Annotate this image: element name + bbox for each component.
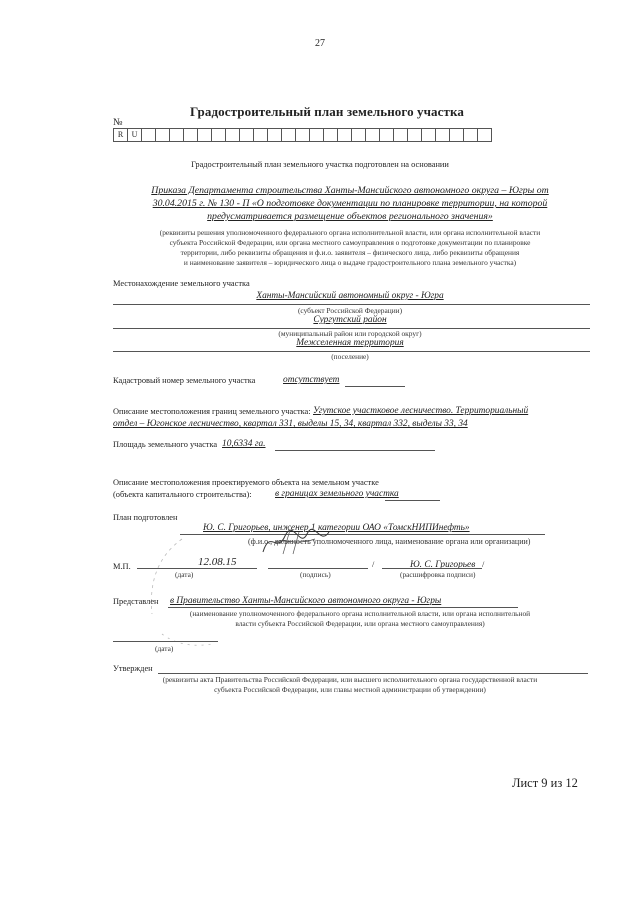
approved-caption-2: субъекта Российской Федерации, или главы местной администрации об утверждении) <box>214 685 486 694</box>
reg-cell <box>184 129 198 141</box>
area-value: 10,6334 га. <box>222 439 266 449</box>
presented-caption-2: власти субъекта Российской Федерации, или органа местного самоуправления) <box>235 619 485 628</box>
reg-cell <box>338 129 352 141</box>
location-settlement: Межселенная территория <box>296 338 404 348</box>
name-caption: (расшифровка подписи) <box>400 570 476 579</box>
basis-caption-4: и наименование заявителя – юридического лица о выдаче градостроительного плана земельного участка) <box>183 258 517 267</box>
location-label: Местонахождение земельного участка <box>113 279 250 288</box>
object-value: в границах земельного участка <box>275 489 399 499</box>
number-label: № <box>113 117 123 128</box>
stamp-trace <box>142 524 232 654</box>
reg-cell <box>380 129 394 141</box>
reg-cell <box>436 129 450 141</box>
reg-cell <box>226 129 240 141</box>
reg-cell <box>212 129 226 141</box>
registration-number-grid <box>113 128 492 142</box>
reg-cell <box>394 129 408 141</box>
area-label: Площадь земельного участка <box>113 440 218 449</box>
reg-cell: R <box>114 129 128 141</box>
reg-cell: U <box>128 129 142 141</box>
signer-name: Ю. С. Григорьев <box>410 560 476 570</box>
reg-cell <box>324 129 338 141</box>
basis-caption-2: субъекта Российской Федерации, или органа местного самоуправления о подготовке документации по планировке <box>169 238 531 247</box>
signature-scribble <box>255 524 335 560</box>
reg-cell <box>142 129 156 141</box>
location-district: Сургутский район <box>313 315 387 325</box>
presented-value: в Правительство Ханты-Мансийского автономного округа - Югры <box>170 596 442 606</box>
reg-cell <box>478 129 492 141</box>
reg-cell <box>156 129 170 141</box>
reg-cell <box>240 129 254 141</box>
object-label-1: Описание местоположения проектируемого объекта на земельном участке <box>113 478 379 487</box>
reg-cell <box>464 129 478 141</box>
reg-cell <box>268 129 282 141</box>
slash-left: / <box>372 560 375 569</box>
subject-caption: (субъект Российской Федерации) <box>297 306 403 315</box>
page-number: 27 <box>315 38 325 49</box>
basis-intro: Градостроительный план земельного участка подготовлен на основании <box>191 160 449 169</box>
basis-caption-3: территории, либо реквизиты обращения и ф.и.о. заявителя – физического лица, либо реквизиты обращения <box>180 248 520 257</box>
borders-value-1: Угутское участковое лесничество. Территориальный <box>313 406 529 416</box>
reg-cell <box>254 129 268 141</box>
presented-caption-1: (наименование уполномоченного федерального органа исполнительной власти, или органа исполнительной <box>189 609 531 618</box>
approved-label: Утвержден <box>113 664 153 673</box>
mp-label: М.П. <box>113 562 131 571</box>
reg-cell <box>198 129 212 141</box>
basis-line-2: 30.04.2015 г. № 130 - П «О подготовке документации по планировке территории, на которой <box>152 198 548 209</box>
reg-cell <box>170 129 184 141</box>
reg-cell <box>422 129 436 141</box>
reg-cell <box>450 129 464 141</box>
sheet-counter: Лист 9 из 12 <box>512 776 578 790</box>
reg-cell <box>408 129 422 141</box>
date-caption: (дата) <box>175 570 194 579</box>
reg-cell <box>296 129 310 141</box>
cadastral-value: отсутствует <box>283 375 340 385</box>
document-title: Градостроительный план земельного участка <box>190 104 465 119</box>
borders-label: Описание местоположения границ земельного участка: <box>113 407 311 416</box>
basis-line-3: предусматривается размещение объектов регионального значения» <box>207 211 493 222</box>
cadastral-label: Кадастровый номер земельного участка <box>113 376 256 385</box>
prepared-label: План подготовлен <box>113 513 178 522</box>
district-caption: (муниципальный район или городской округ) <box>278 329 422 338</box>
prepared-value: Ю. С. Григорьев, инженер 1 категории ОАО «ТомскНИПИнефть» <box>203 523 470 533</box>
approved-caption-1: (реквизиты акта Правительства Российской Федерации, или высшего исполнительного органа государственной власти <box>162 675 538 684</box>
location-subject: Ханты-Мансийский автономный округ - Югра <box>256 291 444 301</box>
sign-date: 12.08.15 <box>198 556 237 568</box>
reg-cell <box>310 129 324 141</box>
settlement-caption: (поселение) <box>331 352 369 361</box>
slash-right: / <box>482 560 485 569</box>
borders-value-2: отдел – Югонское лесничество, квартал 331, выделы 15, 34, квартал 332, выделы 33, 34 <box>113 419 468 429</box>
sign-caption: (подпись) <box>300 570 331 579</box>
basis-caption-1: (реквизиты решения уполномоченного федерального органа исполнительной власти, или органа исполнительной власти <box>159 228 541 237</box>
prepared-caption: (ф.и.о., должность уполномоченного лица, наименование органа или организации) <box>248 537 531 546</box>
reg-cell <box>282 129 296 141</box>
presented-date-caption: (дата) <box>155 644 174 653</box>
basis-line-1: Приказа Департамента строительства Ханты-Мансийского автономного округа – Югры от <box>151 185 549 196</box>
object-label-2: (объекта капитального строительства): <box>113 490 252 499</box>
reg-cell <box>366 129 380 141</box>
reg-cell <box>352 129 366 141</box>
presented-label: Представлен <box>113 597 159 606</box>
